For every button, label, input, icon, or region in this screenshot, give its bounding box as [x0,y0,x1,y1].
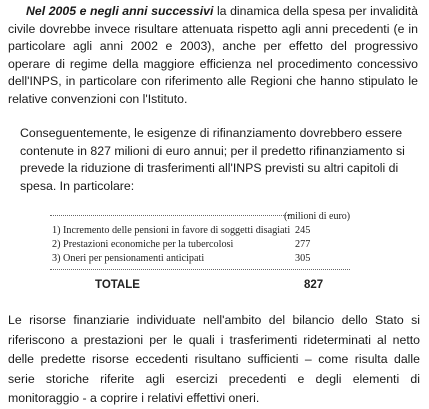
paragraph-body: la dinamica della spesa per invalidità civile dovrebbe invece risultare attenuata rispetto agli anni precedenti (e in particolare agli anni 2002 e 2003), anche per effetto del progressivo operare di regime della maggiore efficienza nel procedimento concessivo dell'INPS, in particolare con riferimento alle Regioni che hanno stipulato le relative convenzioni con l'Istituto. [8,4,418,106]
table-row [52,253,352,266]
row-label: 2) Prestazioni economiche per la tubercolosi [52,239,234,250]
table-bottom-rule [50,269,350,270]
table-row [52,225,352,238]
row-label: 1) Incremento delle pensioni in favore di soggetti disagiati [52,225,291,236]
paragraph-risorse-finanziarie: Le risorse finanziarie individuate nell'ambito del bilancio dello Stato si riferiscono a prestazioni per le quali i trasferimenti rideterminati al netto delle predette risorse eccedenti risultano sufficienti – come risulta dalle serie storiche riferite agli esercizi precedenti e degli elementi di monitoraggio - a coprire i relativi effettivi oneri. [8,313,420,405]
table-unit-label: (milioni di euro) [284,211,351,222]
paragraph-rifinanziamento: Conseguentemente, le esigenze di rifinanziamento dovrebbero essere contenute in 827 milioni di euro annui; per il predetto rifinanziamento si prevede la riduzione di trasferimenti all'INPS previsti su altri capitoli di spesa. In particolare: [20,126,405,193]
table-total-value: 827 [304,279,324,291]
paragraph-lead: Nel 2005 e negli anni successivi [26,4,214,18]
table-total-label: TOTALE [95,279,140,291]
row-value: 305 [295,253,311,264]
row-value: 245 [295,225,311,236]
spending-table [50,209,358,292]
row-value: 277 [295,239,311,250]
row-label: 3) Oneri per pensionamenti anticipati [52,253,205,264]
table-row [52,239,352,252]
paragraph-invalidita-civile [8,3,418,109]
table-top-rule [50,215,292,216]
